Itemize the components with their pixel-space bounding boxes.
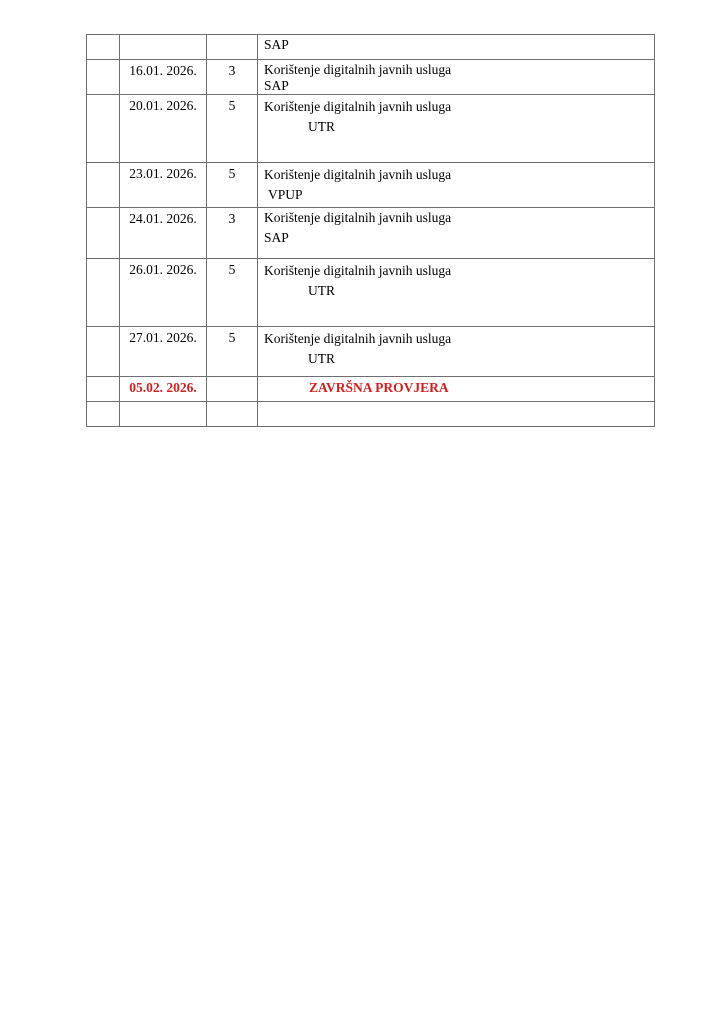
date-cell	[120, 377, 207, 402]
topic-code: SAP	[264, 78, 289, 93]
topic-cell	[258, 35, 655, 60]
table-row	[87, 95, 655, 163]
row-number-cell	[87, 163, 120, 208]
hours-text: 5	[228, 98, 236, 113]
final-exam-title: ZAVRŠNA PROVJERA	[309, 380, 449, 395]
date-cell	[120, 35, 207, 60]
date-cell	[120, 163, 207, 208]
topic-cell	[258, 377, 655, 402]
topic-cell	[258, 60, 655, 95]
row-number-cell	[87, 35, 120, 60]
table-row	[87, 259, 655, 327]
date-text: 24.01. 2026.	[129, 211, 197, 226]
row-number-cell	[87, 60, 120, 95]
topic-title: Korištenje digitalnih javnih usluga	[264, 62, 452, 77]
table-row	[87, 163, 655, 208]
date-text: 16.01. 2026.	[129, 63, 197, 78]
topic-cell	[258, 259, 655, 327]
date-cell	[120, 259, 207, 327]
topic-code: SAP	[264, 230, 289, 245]
hours-cell	[207, 95, 258, 163]
topic-title: Korištenje digitalnih javnih usluga	[264, 210, 452, 225]
row-number-cell	[87, 95, 120, 163]
date-cell	[120, 402, 207, 427]
row-number-cell	[87, 208, 120, 259]
hours-cell	[207, 327, 258, 377]
date-cell	[120, 60, 207, 95]
hours-text: 5	[228, 330, 236, 345]
row-number-cell	[87, 377, 120, 402]
topic-code: UTR	[308, 351, 335, 366]
topic-code: VPUP	[268, 187, 303, 202]
date-text	[120, 35, 206, 36]
topic-cell	[258, 208, 655, 259]
hours-cell	[207, 35, 258, 60]
topic-title: Korištenje digitalnih javnih usluga	[264, 263, 452, 278]
topic-cell	[258, 95, 655, 163]
date-cell	[120, 95, 207, 163]
topic-cell	[258, 327, 655, 377]
date-text: 20.01. 2026.	[129, 98, 197, 113]
table-row	[87, 327, 655, 377]
row-number-cell	[87, 259, 120, 327]
hours-text: 3	[228, 211, 236, 226]
date-text: 27.01. 2026.	[129, 330, 197, 345]
hours-cell	[207, 259, 258, 327]
table-row	[87, 35, 655, 60]
topic-cell	[258, 163, 655, 208]
row-number-cell	[87, 402, 120, 427]
hours-text	[207, 377, 257, 378]
topic-title: Korištenje digitalnih javnih usluga	[264, 331, 452, 346]
hours-cell	[207, 60, 258, 95]
date-text: 05.02. 2026.	[129, 380, 197, 395]
topic-cell	[258, 402, 655, 427]
hours-text: 5	[228, 166, 236, 181]
topic-code: UTR	[308, 283, 335, 298]
topic-title: Korištenje digitalnih javnih usluga	[264, 167, 452, 182]
schedule-table	[86, 34, 655, 427]
hours-cell	[207, 402, 258, 427]
table-row-final	[87, 377, 655, 402]
hours-cell	[207, 208, 258, 259]
topic-code: UTR	[308, 119, 335, 134]
date-cell	[120, 208, 207, 259]
topic-code: SAP	[264, 37, 289, 52]
row-number-cell	[87, 327, 120, 377]
hours-text: 3	[228, 63, 236, 78]
hours-text: 5	[228, 262, 236, 277]
topic-title: Korištenje digitalnih javnih usluga	[264, 99, 452, 114]
table-row	[87, 60, 655, 95]
table-row-empty	[87, 402, 655, 427]
hours-cell	[207, 377, 258, 402]
date-text: 23.01. 2026.	[129, 166, 197, 181]
table-row	[87, 208, 655, 259]
date-cell	[120, 327, 207, 377]
date-text: 26.01. 2026.	[129, 262, 197, 277]
hours-cell	[207, 163, 258, 208]
hours-text	[207, 35, 257, 36]
